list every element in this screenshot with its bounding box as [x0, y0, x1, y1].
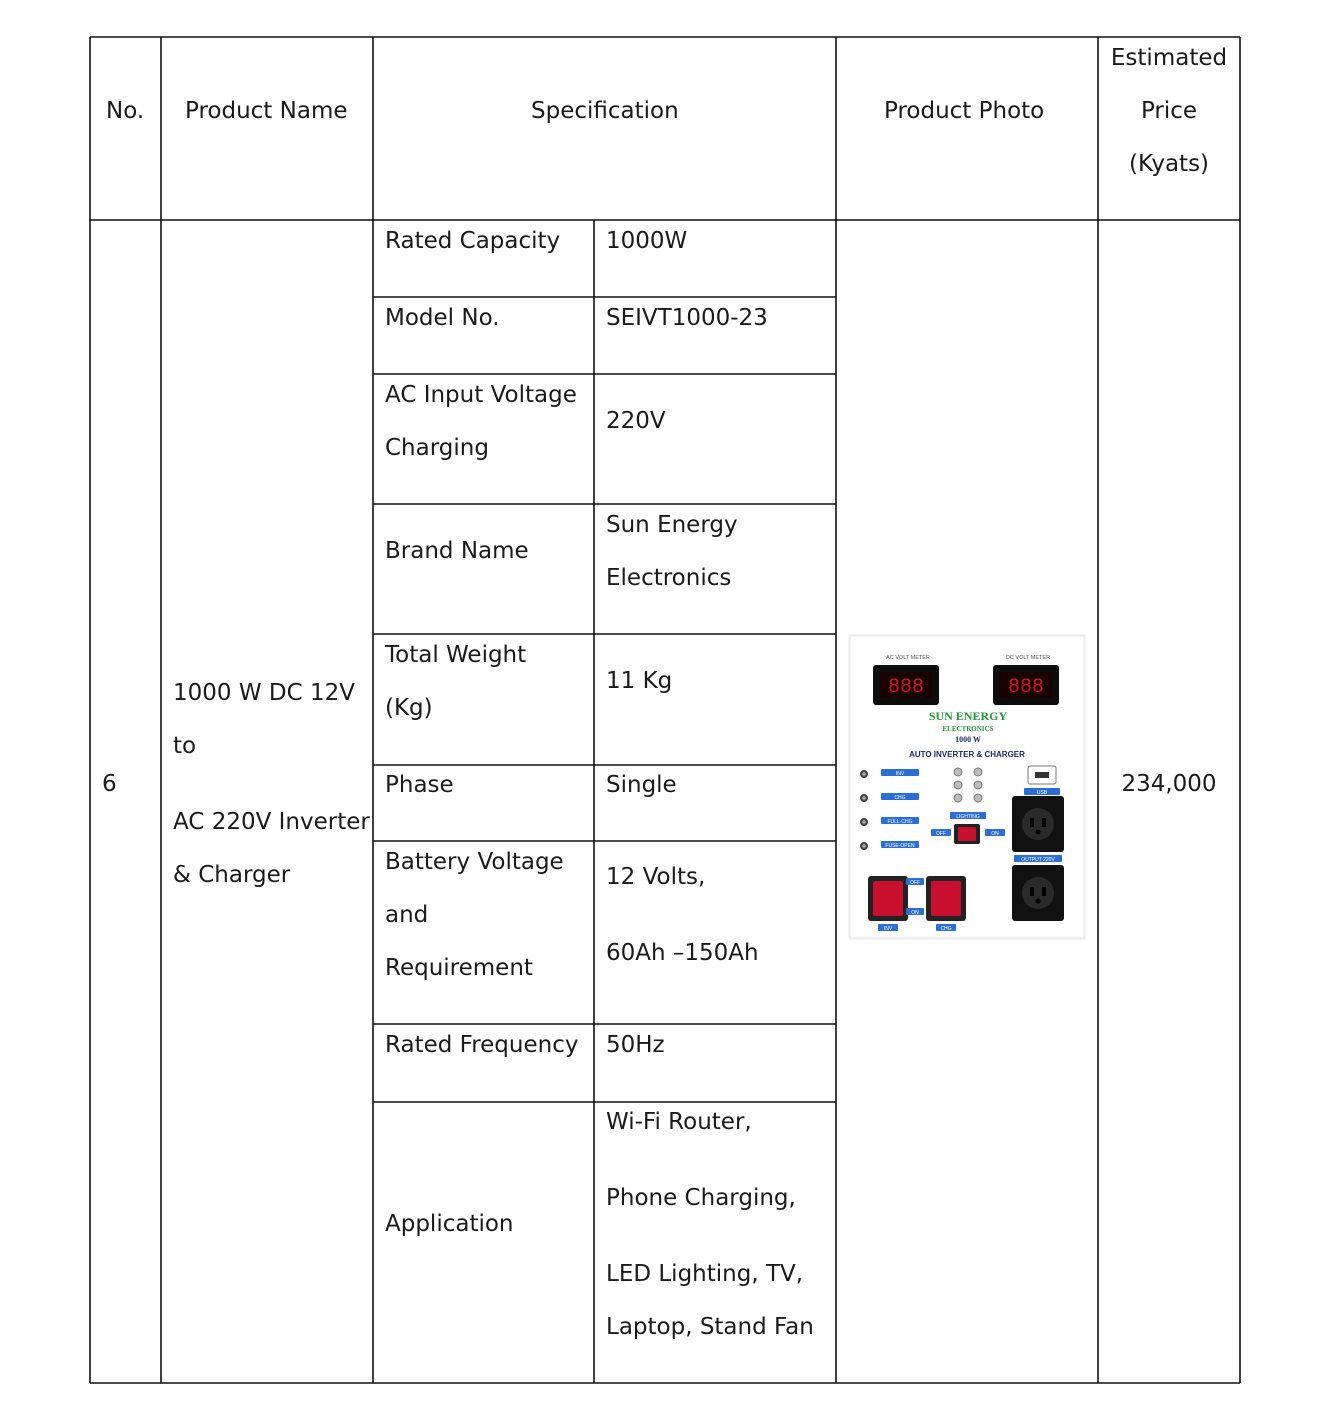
spec-value-rated-capacity: [606, 215, 687, 268]
spec-label-text: Model No.: [385, 305, 500, 331]
photo-indicator-label: FUSE-OPEN: [885, 843, 915, 849]
product-name: [173, 667, 370, 902]
spec-value-total-weight: [606, 655, 672, 708]
row-number: 6: [102, 771, 117, 797]
spec-label-battery: [385, 836, 564, 995]
product-name-line: AC 220V Inverter: [173, 809, 370, 835]
spec-value-text: Laptop, Stand Fan: [606, 1314, 814, 1340]
photo-brand: SUN ENERGY: [928, 709, 1008, 723]
header-price-line: (Kyats): [1128, 151, 1210, 177]
spec-label-frequency: [385, 1019, 578, 1072]
spec-value-text: 12 Volts,: [606, 864, 706, 890]
photo-meter-left-label: AC VOLT METER: [886, 655, 930, 661]
estimated-price-value: 234,000: [1121, 771, 1217, 797]
spec-label-text: AC Input Voltage: [385, 382, 577, 408]
spec-label-brand-name: [385, 525, 529, 578]
header-price-line: Estimated: [1110, 45, 1228, 71]
product-photo: [848, 634, 1086, 940]
product-name-line: & Charger: [173, 862, 291, 888]
spec-value-text: Sun Energy: [606, 512, 738, 538]
spec-label-text: and: [385, 902, 429, 928]
product-name-line: 1000 W DC 12V: [173, 680, 355, 706]
spec-label-ac-input: [385, 369, 577, 475]
spec-label-rated-capacity: [385, 215, 560, 268]
header-estimated-price: [1098, 32, 1240, 191]
spec-value-ac-input: [606, 395, 666, 448]
photo-switch-on-label: ON: [911, 910, 919, 916]
spec-value-text: Electronics: [606, 565, 732, 591]
photo-subtitle: AUTO INVERTER & CHARGER: [909, 750, 1025, 759]
spec-label-text: Rated Frequency: [385, 1032, 579, 1058]
spec-label-total-weight: [385, 629, 526, 735]
spec-value-text: Single: [606, 772, 677, 798]
photo-switch-chg-label: CHG: [940, 926, 952, 932]
spec-value-brand-name: [606, 499, 738, 605]
spec-label-text: Application: [385, 1211, 514, 1237]
header-no: No.: [106, 98, 145, 124]
spec-label-text: Battery Voltage: [385, 849, 564, 875]
photo-dc-meter-digits: 888: [1007, 676, 1045, 699]
spec-value-text: 1000W: [606, 228, 688, 254]
photo-off-label: OFF: [936, 831, 946, 837]
spec-value-text: Wi-Fi Router,: [606, 1109, 752, 1135]
spec-value-frequency: [606, 1019, 665, 1072]
photo-meter-right-label: DC VOLT METER: [1005, 655, 1051, 661]
spec-label-text: Brand Name: [385, 538, 529, 564]
photo-switch-inv-label: INV: [883, 926, 893, 932]
spec-value-text: 50Hz: [606, 1032, 665, 1058]
spec-value-text: SEIVT1000-23: [606, 305, 768, 331]
header-specification: Specification: [531, 98, 679, 124]
spec-label-phase: [385, 759, 454, 812]
spec-value-text: LED Lighting, TV,: [606, 1261, 804, 1287]
spec-value-text: Phone Charging,: [606, 1185, 796, 1211]
spec-label-model-no: [385, 292, 500, 345]
photo-indicator-label: CHG: [894, 795, 906, 801]
spec-label-text: Charging: [385, 435, 489, 461]
photo-indicator-label: INV: [895, 771, 905, 777]
spec-value-phase: [606, 759, 677, 812]
photo-on-label: ON: [991, 831, 999, 837]
photo-usb-label: USB: [1036, 790, 1048, 796]
spec-label-text: (Kg): [385, 695, 433, 721]
photo-power: 1000 W: [955, 735, 981, 744]
spec-label-application: [385, 1198, 514, 1251]
photo-brand-sub: ELECTRONICS: [942, 725, 994, 733]
spec-label-text: Rated Capacity: [385, 228, 561, 254]
spec-value-text: 220V: [606, 408, 666, 434]
spec-value-application: [606, 1096, 814, 1354]
photo-lighting-label: LIGHTING: [956, 814, 980, 820]
spec-label-text: Phase: [385, 772, 454, 798]
photo-switch-off-label: OFF: [910, 880, 920, 886]
header-product-name: Product Name: [185, 98, 348, 124]
spec-value-model-no: [606, 292, 768, 345]
header-product-photo: Product Photo: [884, 98, 1045, 124]
photo-ac-meter-digits: 888: [887, 676, 925, 699]
spec-value-text: 11 Kg: [606, 668, 673, 694]
spec-value-battery: [606, 851, 759, 980]
photo-indicator-label: FULL-CHG: [887, 819, 913, 825]
photo-output-label: OUTPUT 220V: [1021, 857, 1055, 863]
spec-label-text: Requirement: [385, 955, 533, 981]
spec-label-text: Total Weight: [385, 642, 527, 668]
spec-value-text: 60Ah –150Ah: [606, 940, 759, 966]
product-name-line: to: [173, 733, 197, 759]
header-price-line: Price: [1140, 98, 1198, 124]
